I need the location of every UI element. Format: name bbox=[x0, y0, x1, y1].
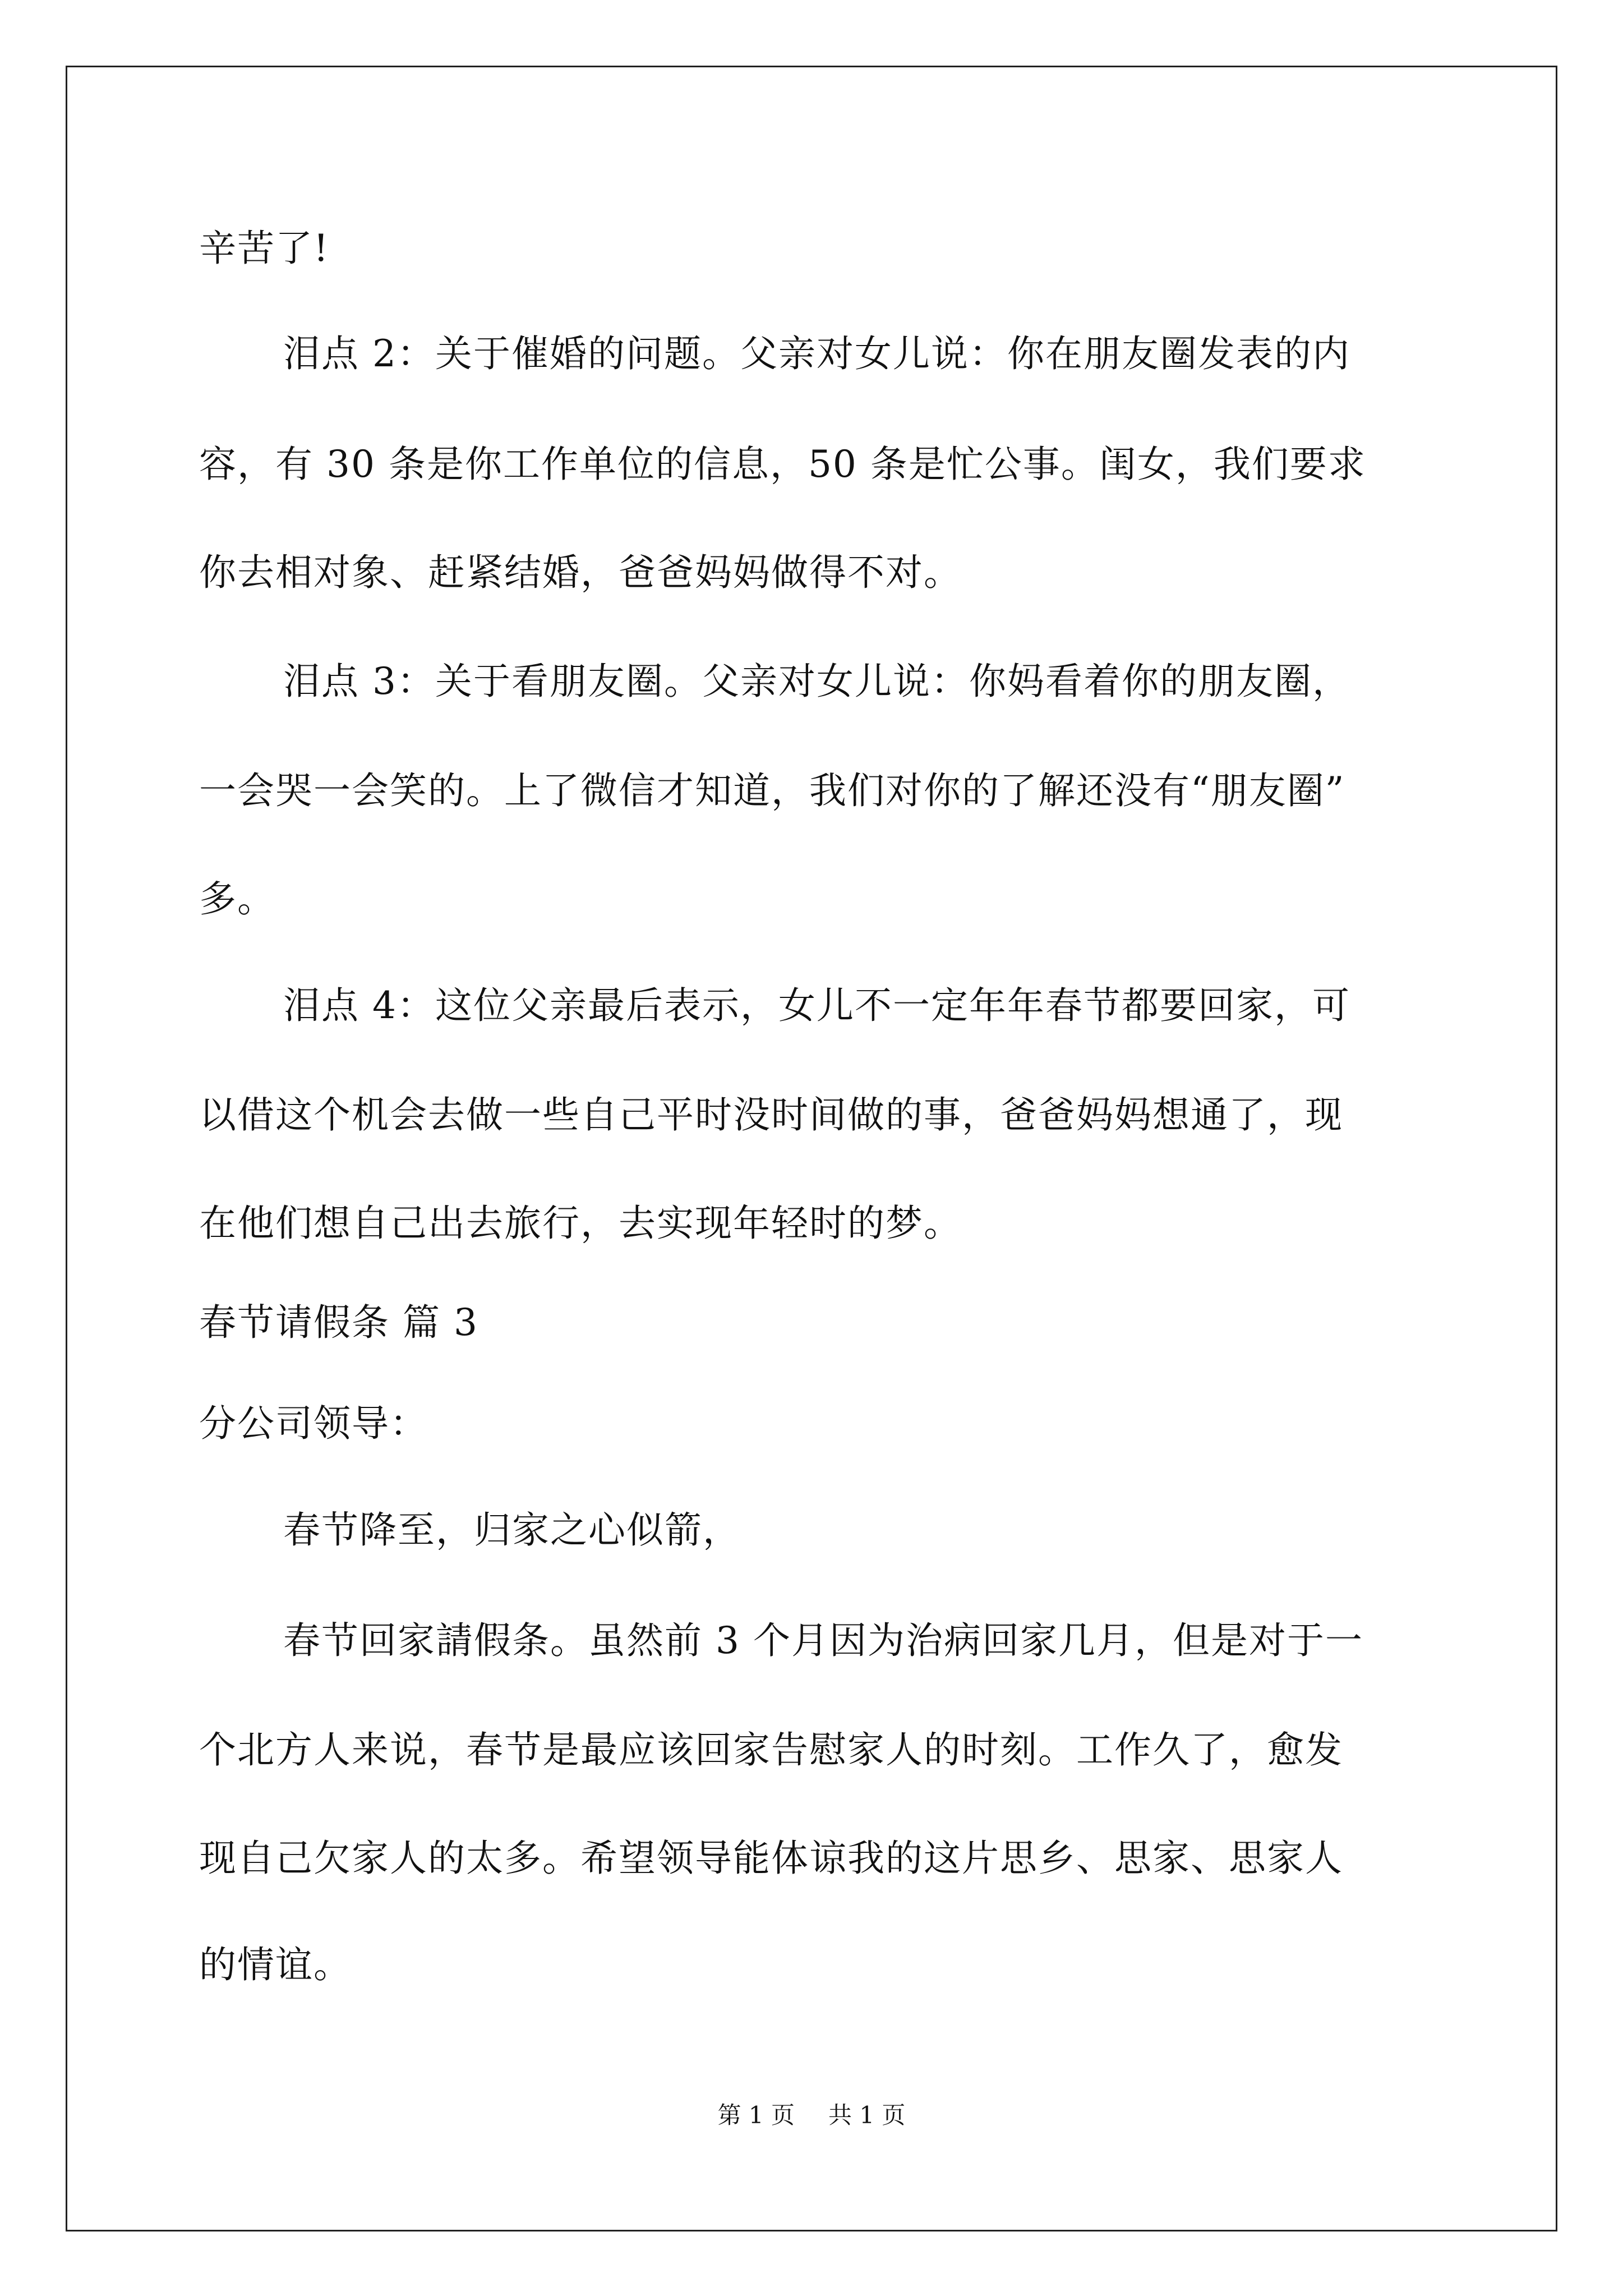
text-line: 在他们想自己出去旅行，去实现年轻时的梦。 bbox=[199, 1202, 962, 1245]
paragraph-first-line: 春节降至，归家之心似箭， bbox=[283, 1508, 741, 1552]
text-line: 个北方人来说，春节是最应该回家告慰家人的时刻。工作久了，愈发 bbox=[199, 1728, 1343, 1772]
text-line: 一会哭一会笑的。上了微信才知道，我们对你的了解还没有“朋友圈” bbox=[199, 769, 1345, 812]
text-line: 以借这个机会去做一些自己平时没时间做的事，爸爸妈妈想通了，现 bbox=[199, 1093, 1343, 1137]
page-footer bbox=[0, 2101, 1623, 2129]
text-line: 辛苦了! bbox=[199, 227, 330, 270]
paragraph-first-line: 泪点 2：关于催婚的问题。父亲对女儿说：你在朋友圈发表的内 bbox=[283, 332, 1350, 375]
text-line: 多。 bbox=[199, 877, 275, 921]
paragraph-first-line: 春节回家請假条。虽然前 3 个月因为治病回家几月，但是对于一 bbox=[283, 1619, 1363, 1662]
salutation: 分公司领导： bbox=[199, 1402, 428, 1445]
text-line: 现自己欠家人的太多。希望领导能体谅我的这片思乡、思家、思家人 bbox=[199, 1837, 1343, 1880]
page-border bbox=[66, 66, 1557, 2231]
text-line: 容，有 30 条是你工作单位的信息，50 条是忙公事。闺女，我们要求 bbox=[199, 443, 1366, 486]
page-total: 共 1 页 bbox=[828, 2101, 906, 2129]
text-line: 的情谊。 bbox=[199, 1943, 352, 1986]
paragraph-first-line: 泪点 3：关于看朋友圈。父亲对女儿说：你妈看着你的朋友圈， bbox=[283, 660, 1350, 703]
page-number: 第 1 页 bbox=[717, 2101, 795, 2129]
section-heading: 春节请假条 篇 3 bbox=[199, 1301, 478, 1344]
paragraph-first-line: 泪点 4：这位父亲最后表示，女儿不一定年年春节都要回家，可 bbox=[283, 984, 1350, 1027]
text-line: 你去相对象、赶紧结婚，爸爸妈妈做得不对。 bbox=[199, 551, 962, 594]
